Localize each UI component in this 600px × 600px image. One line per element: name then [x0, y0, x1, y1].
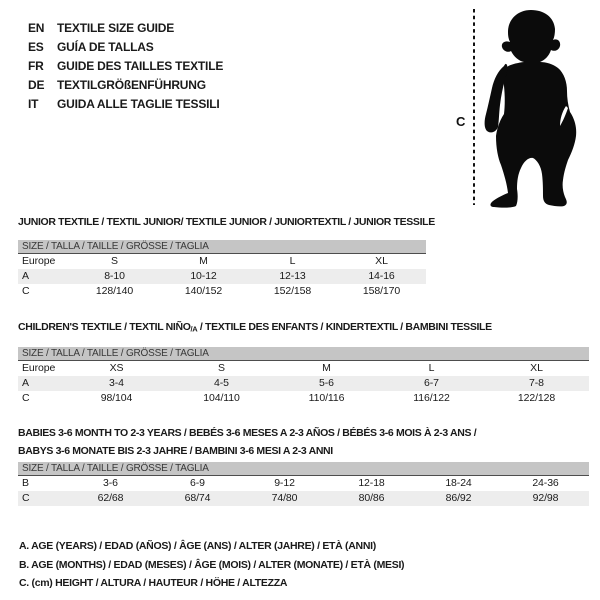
cell: 12-13 [279, 270, 306, 282]
cell: 128/140 [95, 285, 134, 297]
cell: 86/92 [445, 492, 472, 504]
cell: 6-7 [424, 377, 439, 389]
language-title-list [28, 18, 223, 113]
language-row-en [28, 18, 223, 37]
language-code: FR [28, 58, 44, 73]
children-table-title [18, 321, 492, 336]
column-header: S [218, 362, 225, 374]
column-header: XS [109, 362, 124, 374]
size-header-bar: SIZE / TALLA / TAILLE / GRÖSSE / TAGLIA [18, 240, 426, 254]
cell: 62/68 [97, 492, 124, 504]
region-label: Europe [22, 255, 56, 267]
column-header: M [322, 362, 331, 374]
legend-note-b: B. AGE (MONTHS) / EDAD (MESES) / ÂGE (MOIS) / ALTER (MONATE) / ETÀ (MESI) [19, 558, 405, 571]
cell: 152/158 [273, 285, 312, 297]
legend-note-a: A. AGE (YEARS) / EDAD (AÑOS) / ÂGE (ANS) / ALTER (JAHRE) / ETÀ (ANNI) [19, 540, 376, 552]
cell: 18-24 [445, 477, 472, 489]
cell: 10-12 [190, 270, 217, 282]
babies-size-table [18, 462, 589, 506]
cell: 80/86 [358, 492, 385, 504]
language-title: GUIDA ALLE TAGLIE TESSILI [57, 96, 220, 111]
table-row-c [18, 491, 589, 506]
language-title: GUIDE DES TAILLES TEXTILE [57, 58, 224, 73]
column-header: XL [530, 362, 543, 374]
language-row-de [28, 75, 223, 94]
toddler-silhouette-figure [450, 2, 600, 210]
table-row-a [18, 269, 426, 284]
legend-notes [19, 537, 404, 593]
cell: 74/80 [271, 492, 298, 504]
cell: 3-4 [109, 377, 124, 389]
row-label: A [22, 377, 29, 389]
cell: 158/170 [362, 285, 401, 297]
children-size-table [18, 347, 589, 406]
cell: 12-18 [358, 477, 385, 489]
cell: 98/104 [100, 392, 133, 404]
cell: 140/152 [184, 285, 223, 297]
row-label: C [22, 492, 30, 504]
cell: 24-36 [532, 477, 559, 489]
language-code: IT [28, 96, 39, 111]
column-header-row [18, 361, 589, 376]
title-part: CHILDREN'S TEXTILE / TEXTIL NIÑO [18, 321, 191, 333]
column-header: M [199, 255, 208, 267]
row-label: A [22, 270, 29, 282]
title-subscript: /A [190, 324, 198, 334]
language-title: GUÍA DE TALLAS [57, 39, 154, 54]
language-row-it [28, 94, 223, 113]
cell: 14-16 [368, 270, 395, 282]
cell: 116/122 [413, 392, 450, 404]
babies-table-title [18, 424, 476, 460]
toddler-silhouette [485, 10, 577, 208]
cell: 68/74 [184, 492, 211, 504]
language-row-es [28, 37, 223, 56]
row-label: C [22, 392, 30, 404]
title-line-2: BABYS 3-6 MONATE BIS 2-3 JAHRE / BAMBINI 3-6 MESI A 2-3 ANNI [18, 445, 333, 457]
column-header: L [428, 362, 435, 374]
language-title: TEXTILE SIZE GUIDE [57, 20, 175, 35]
cell: 5-6 [319, 377, 334, 389]
cell: 122/128 [517, 392, 556, 404]
cell: 3-6 [103, 477, 118, 489]
title-line-1: BABIES 3-6 MONTH TO 2-3 YEARS / BEBÉS 3-6 MESES A 2-3 AÑOS / BÉBÉS 3-6 MOIS À 2-3 ANS / [18, 427, 477, 439]
column-header: S [111, 255, 118, 267]
junior-table-title: JUNIOR TEXTILE / TEXTIL JUNIOR/ TEXTILE JUNIOR / JUNIORTEXTIL / JUNIOR TESSILE [18, 216, 435, 228]
column-header-row [18, 254, 426, 269]
cell: 110/116 [308, 392, 345, 404]
column-header: L [289, 255, 296, 267]
language-code: EN [28, 20, 45, 35]
junior-size-table [18, 240, 426, 299]
table-row-c [18, 391, 589, 406]
legend-note-c: C. (cm) HEIGHT / ALTURA / HAUTEUR / HÖHE / ALTEZZA [19, 577, 288, 590]
height-measure-label: C [456, 114, 466, 129]
size-header-bar: SIZE / TALLA / TAILLE / GRÖSSE / TAGLIA [18, 347, 589, 361]
size-header-bar: SIZE / TALLA / TAILLE / GRÖSSE / TAGLIA [18, 462, 589, 476]
cell: 8-10 [104, 270, 125, 282]
language-title: TEXTILGRÖßENFÜHRUNG [57, 77, 206, 92]
table-row-c [18, 284, 426, 299]
language-code: ES [28, 39, 44, 54]
language-code: DE [28, 77, 45, 92]
cell: 92/98 [532, 492, 559, 504]
table-row-b [18, 476, 589, 491]
cell: 6-9 [190, 477, 205, 489]
cell: 4-5 [214, 377, 229, 389]
row-label: B [22, 477, 29, 489]
title-part: / TEXTILE DES ENFANTS / KINDERTEXTIL / BAMBINI TESSILE [197, 321, 492, 333]
cell: 104/110 [203, 392, 240, 404]
region-label: Europe [22, 362, 56, 374]
column-header: XL [375, 255, 388, 267]
cell: 7-8 [529, 377, 544, 389]
cell: 9-12 [274, 477, 295, 489]
row-label: C [22, 285, 30, 297]
language-row-fr [28, 56, 223, 75]
table-row-a [18, 376, 589, 391]
